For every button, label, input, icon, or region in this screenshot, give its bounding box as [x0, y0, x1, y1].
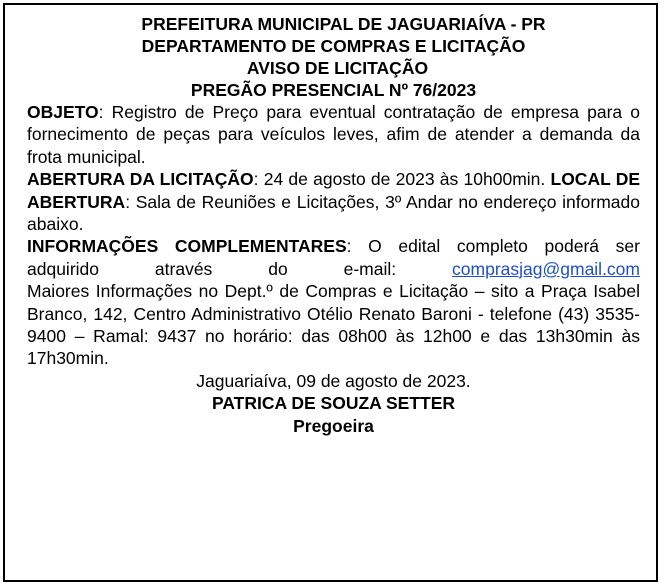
abertura-paragraph [27, 168, 640, 235]
licitation-notice [3, 3, 658, 582]
notice-body [27, 101, 640, 437]
objeto-text: : Registro de Preço para eventual contratação de empresa para o fornecimento de peças para veículos leves, afim de atender a demanda da frota municipal. [27, 102, 640, 167]
signer-name: PATRICA DE SOUZA SETTER [211, 393, 456, 414]
header-auction-number: PREGÃO PRESENCIAL Nº 76/2023 [190, 80, 477, 100]
objeto-label: OBJETO [27, 102, 99, 122]
objeto-paragraph [27, 101, 640, 168]
notice-header [27, 13, 640, 101]
header-notice-type: AVISO DE LICITAÇÃO [246, 58, 429, 78]
details-text: Maiores Informações no Dept.º de Compras e Licitação – sito a Praça Isabel Branco, 142, Centro Administrativo Otélio Renato Baroni - telefone (43) 3535-9400 – Ramal: 9437 no horário: das 08h00 às 12h00 e das 13h30min às 17h30min. [27, 281, 640, 369]
details-paragraph [27, 280, 640, 370]
local-label: LOCAL DE ABERTURA [27, 169, 641, 212]
abertura-text: : 24 de agosto de 2023 às 10h00min. [253, 169, 551, 190]
abertura-label: ABERTURA DA LICITAÇÃO [27, 169, 254, 190]
header-municipality: PREFEITURA MUNICIPAL DE JAGUARIAÍVA - PR [141, 14, 546, 34]
informacoes-text: : O edital completo poderá ser adquirido através do e-mail: [27, 236, 640, 279]
informacoes-paragraph [27, 235, 640, 280]
place-date: Jaguariaíva, 09 de agosto de 2023. [196, 370, 471, 391]
local-text: : Sala de Reuniões e Licitações, 3º Andar no endereço informado abaixo. [27, 191, 640, 235]
signer-role: Pregoeira [293, 415, 374, 436]
email-link[interactable]: comprasjag@gmail.com [452, 258, 640, 279]
header-department: DEPARTAMENTO DE COMPRAS E LICITAÇÃO [141, 36, 526, 56]
informacoes-label: INFORMAÇÕES COMPLEMENTARES [27, 236, 347, 257]
